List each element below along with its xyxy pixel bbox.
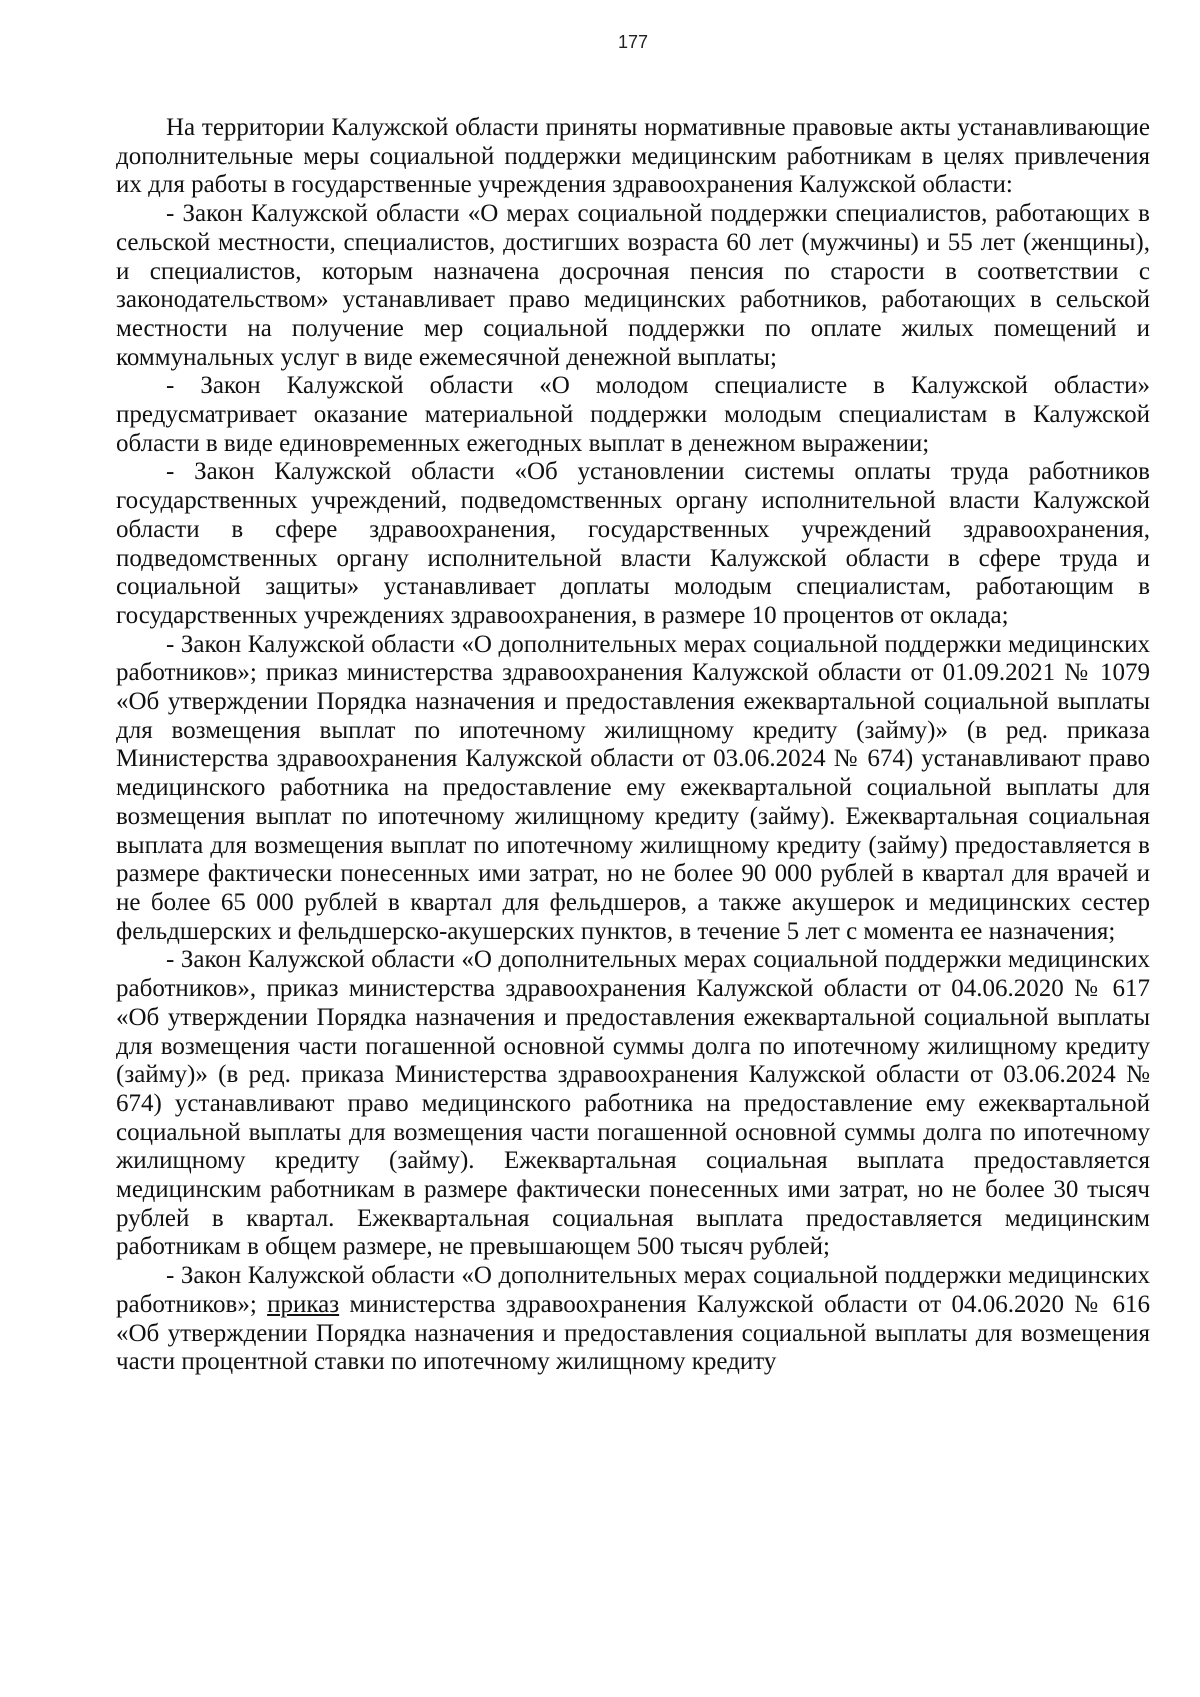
- paragraph-young-specialist-law: - Закон Калужской области «О молодом специалисте в Калужской области» предусматривает оказание материальной поддержки молодым специалистам в Калужской области в виде единовременных ежегодных выплат в денежном выражении;: [116, 372, 1150, 457]
- paragraph-text-after-link: министерства здравоохранения Калужской области от 04.06.2020 № 616 «Об утверждении Порядка назначения и предоставления социальной выплаты для возмещения части процентной ставки по ипотечному жилищному кредиту: [116, 1290, 1151, 1376]
- page-number: 177: [617, 32, 649, 52]
- document-body: [116, 114, 1150, 1377]
- paragraph-intro: На территории Калужской области приняты нормативные правовые акты устанавливающие дополнительные меры социальной поддержки медицинским работникам в целях привлечения их для работы в государственные учреждения здравоохранения Калужской области:: [116, 114, 1150, 199]
- paragraph-mortgage-interest-order: [116, 1262, 1150, 1377]
- paragraph-pay-system-law: - Закон Калужской области «Об установлении системы оплаты труда работников государственных учреждений, подведомственных органу исполнительной власти Калужской области в сфере здравоохранения, государственных учреждений здравоохранения, подведомственных органу исполнительной власти Калужской области в сфере труда и социальной защиты» устанавливает доплаты молодым специалистам, работающим в государственных учреждениях здравоохранения, в размере 10 процентов от оклада;: [116, 458, 1150, 629]
- paragraph-text-before-link: - Закон Калужской области «О дополнительных мерах социальной поддержки медицинских работников»;: [116, 1262, 1150, 1318]
- order-link[interactable]: приказ: [267, 1290, 340, 1318]
- paragraph-mortgage-payments-order: - Закон Калужской области «О дополнительных мерах социальной поддержки медицинских работников»; приказ министерства здравоохранения Калужской области от 01.09.2021 № 1079 «Об утверждении Порядка назначения и предоставления ежеквартальной социальной выплаты для возмещения выплат по ипотечному жилищному кредиту (займу)» (в ред. приказа Министерства здравоохранения Калужской области от 03.06.2024 № 674) устанавливают право медицинского работника на предоставление ему ежеквартальной социальной выплаты для возмещения выплат по ипотечному жилищному кредиту (займу). Ежеквартальная социальная выплата для возмещения выплат по ипотечному жилищному кредиту (займу) предоставляется в размере фактически понесенных ими затрат, но не более 90 000 рублей в квартал для врачей и не более 65 000 рублей в квартал для фельдшеров, а также акушерок и медицинских сестер фельдшерских и фельдшерско-акушерских пунктов, в течение 5 лет с момента ее назначения;: [116, 630, 1150, 945]
- paragraph-mortgage-principal-order: - Закон Калужской области «О дополнительных мерах социальной поддержки медицинских работников», приказ министерства здравоохранения Калужской области от 04.06.2020 № 617 «Об утверждении Порядка назначения и предоставления ежеквартальной социальной выплаты для возмещения части погашенной основной суммы долга по ипотечному жилищному кредиту (займу)» (в ред. приказа Министерства здравоохранения Калужской области от 03.06.2024 № 674) устанавливают право медицинского работника на предоставление ему ежеквартальной социальной выплаты для возмещения части погашенной основной суммы долга по ипотечному жилищному кредиту (займу). Ежеквартальная социальная выплата предоставляется медицинским работникам в размере фактически понесенных ими затрат, но не более 30 тысяч рублей в квартал. Ежеквартальная социальная выплата предоставляется медицинским работникам в общем размере, не превышающем 500 тысяч рублей;: [116, 946, 1150, 1261]
- paragraph-rural-specialists-law: - Закон Калужской области «О мерах социальной поддержки специалистов, работающих в сельской местности, специалистов, достигших возраста 60 лет (мужчины) и 55 лет (женщины), и специалистов, которым назначена досрочная пенсия по старости в соответствии с законодательством» устанавливает право медицинских работников, работающих в сельской местности на получение мер социальной поддержки по оплате жилых помещений и коммунальных услуг в виде ежемесячной денежной выплаты;: [116, 200, 1150, 371]
